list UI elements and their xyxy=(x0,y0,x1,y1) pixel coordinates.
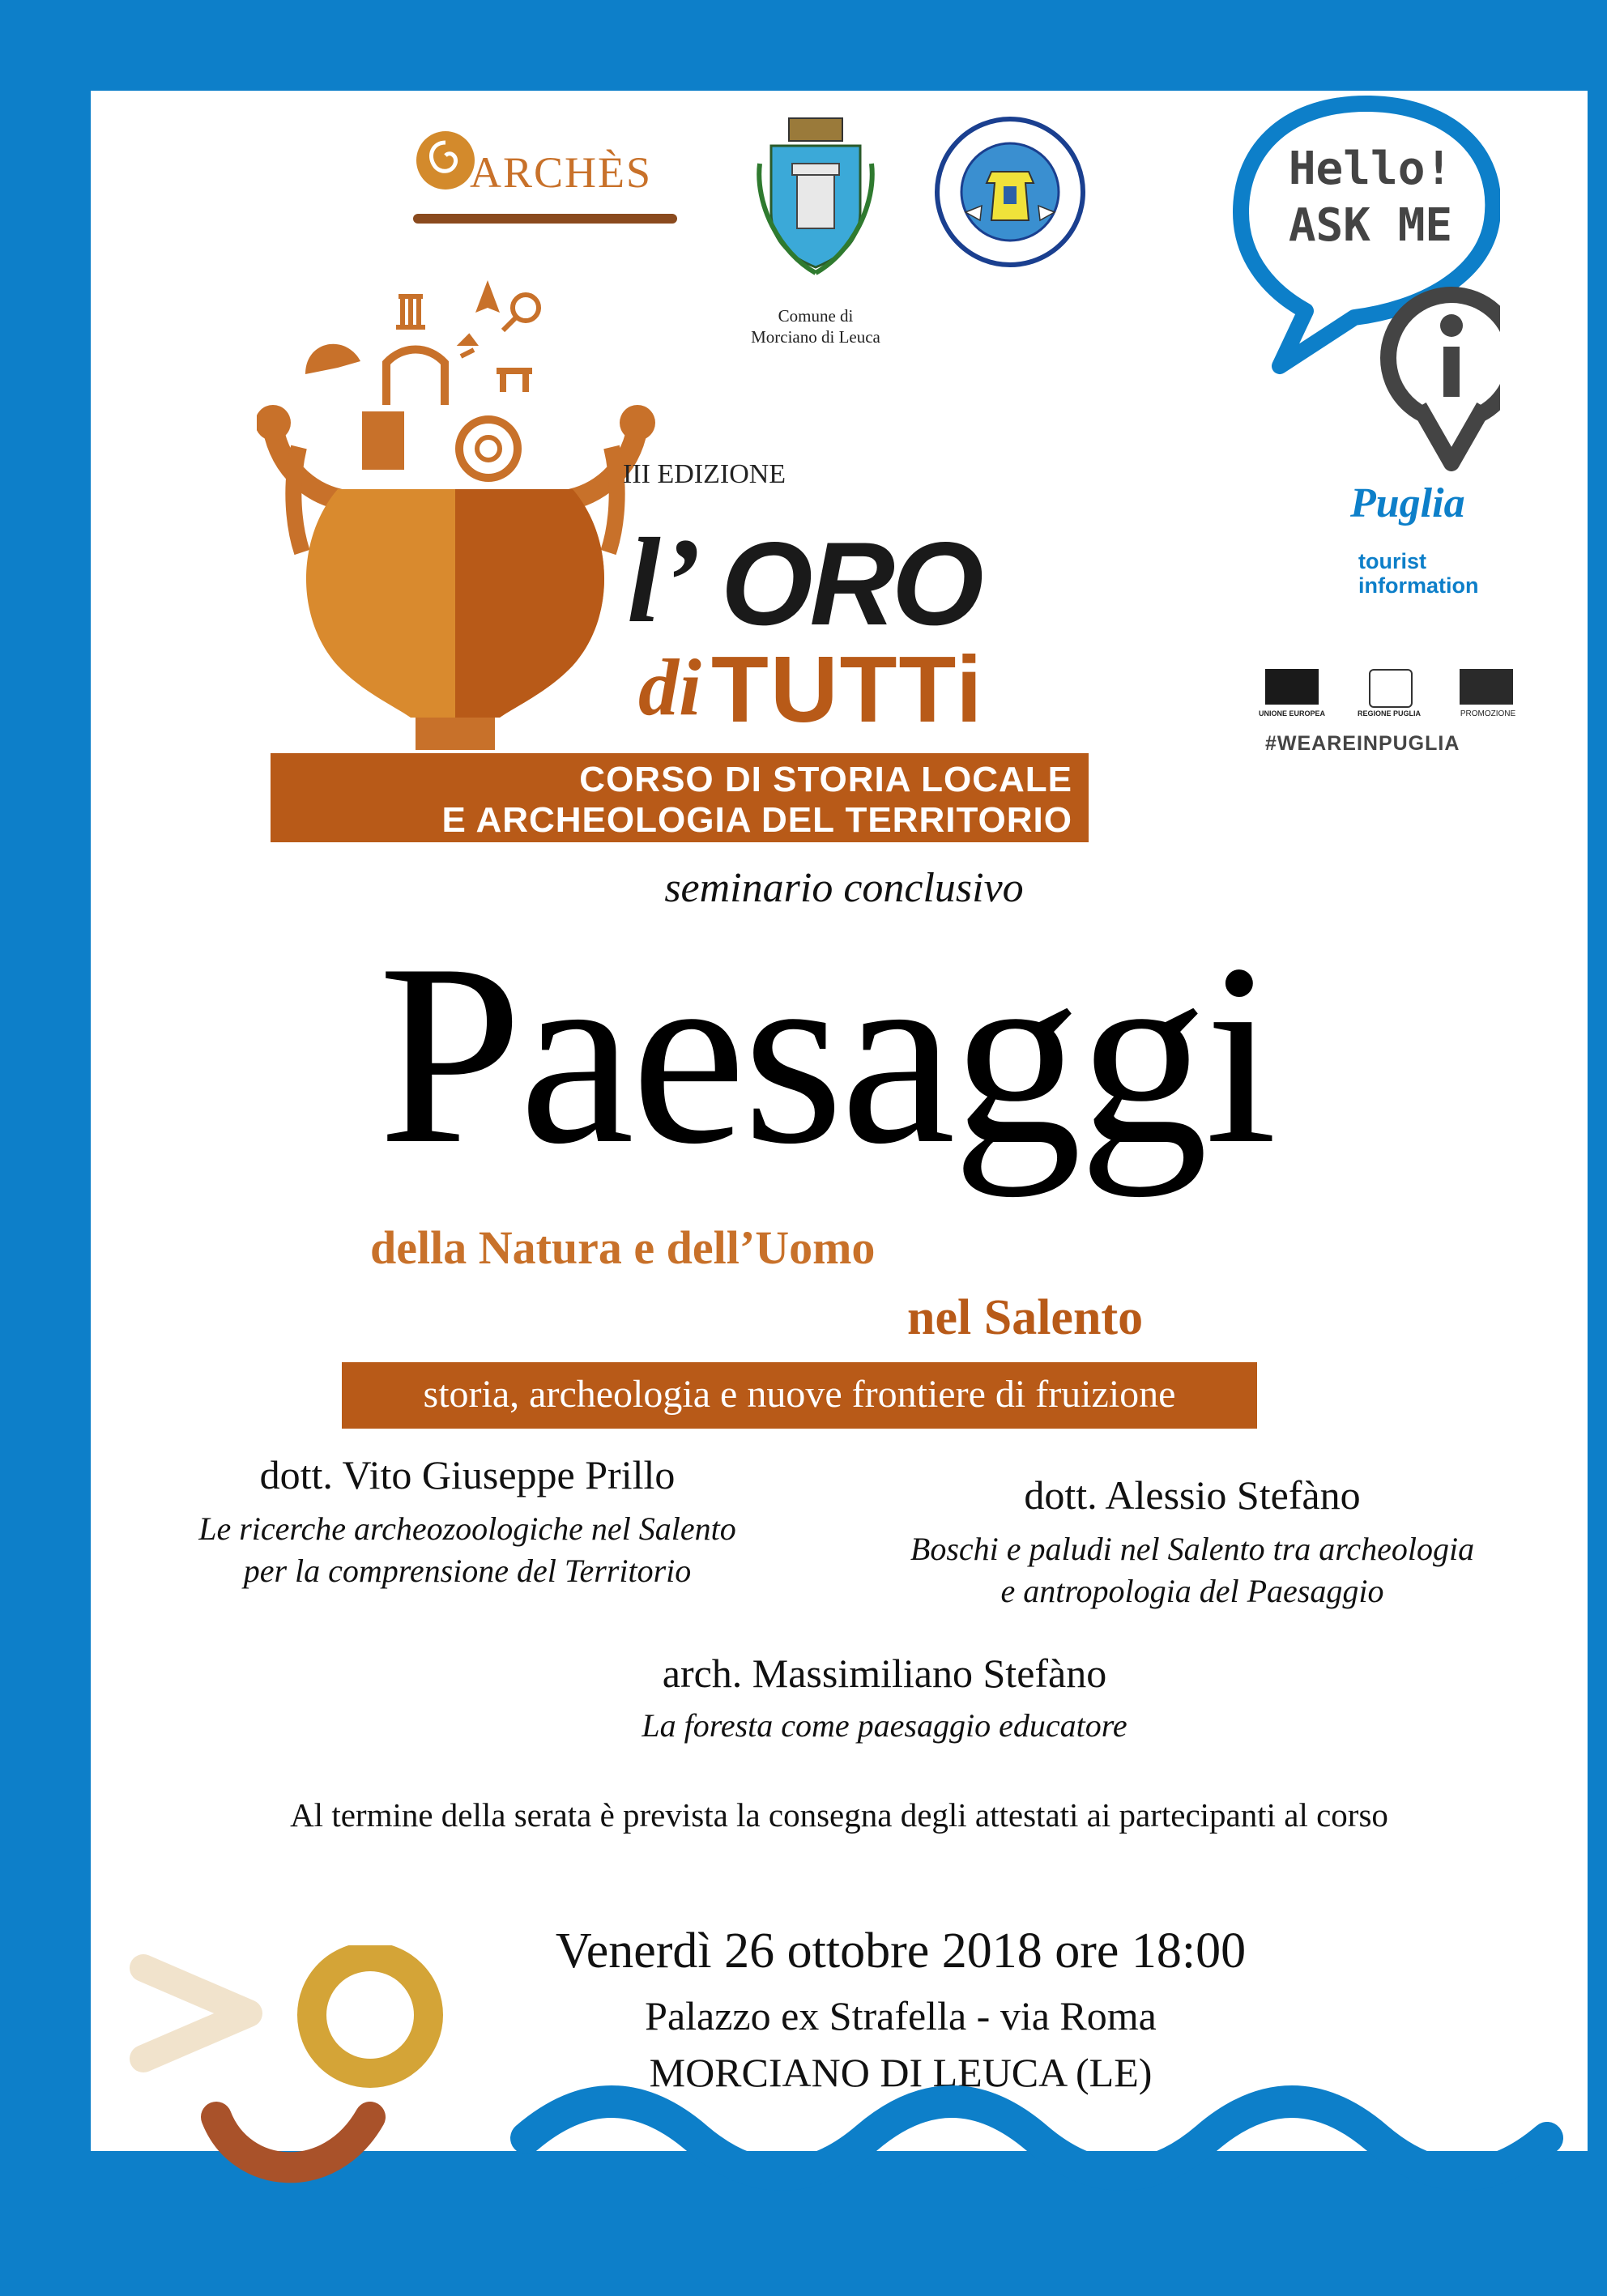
puglia-tourist-info xyxy=(1334,479,1520,625)
wave-decoration xyxy=(0,2041,1607,2251)
certificate-note: Al termine della serata è prevista la consegna degli attestati ai partecipanti al corso xyxy=(290,1796,1388,1834)
puglia-promozione-icon xyxy=(1460,669,1513,705)
speaker-3 xyxy=(415,1650,1354,1763)
course-title-tutti xyxy=(544,635,1127,740)
hashtag: #WEAREINPUGLIA xyxy=(1265,732,1460,755)
information-label: information xyxy=(1358,573,1479,598)
speaker-2-talk-line-1: Boschi e paludi nel Salento tra archeologia xyxy=(910,1531,1475,1567)
seminar-title: Paesaggi xyxy=(378,911,1274,1198)
speaker-1 xyxy=(91,1451,836,1613)
course-band-line-1: CORSO DI STORIA LOCALE xyxy=(579,760,1072,799)
comune-line-1: Comune di xyxy=(778,306,854,326)
promozione-label: PROMOZIONE xyxy=(1460,709,1516,718)
comune-shield-icon xyxy=(755,115,876,277)
event-city: MORCIANO DI LEUCA (LE) xyxy=(649,2050,1153,2095)
speaker-1-talk-line-2: per la comprensione del Territorio xyxy=(243,1553,692,1589)
arches-spiral-icon xyxy=(413,128,478,193)
course-title-oro xyxy=(627,513,1129,650)
speaker-3-name: arch. Massimiliano Stefàno xyxy=(662,1651,1107,1696)
bubble-line-2: ASK ME xyxy=(1288,199,1453,252)
poster-inner-panel xyxy=(91,91,1588,2151)
comune-line-2: Morciano di Leuca xyxy=(751,327,880,347)
puglia-brand: Puglia xyxy=(1350,480,1465,526)
eu-label: UNIONE EUROPEA xyxy=(1258,709,1325,718)
eu-flag-icon xyxy=(1265,669,1319,705)
speaker-2-name: dott. Alessio Stefàno xyxy=(1024,1472,1361,1518)
regione-crest-icon xyxy=(1369,669,1413,708)
proloco-tower-icon xyxy=(933,115,1087,269)
tourist-label: tourist xyxy=(1358,549,1426,573)
partner-logos xyxy=(1257,669,1565,758)
proloco-badge xyxy=(933,115,1087,269)
seminar-band xyxy=(342,1362,1257,1429)
speaker-2-talk-line-2: e antropologia del Paesaggio xyxy=(1000,1573,1384,1609)
arches-underline xyxy=(413,214,677,224)
arches-logo xyxy=(413,120,677,232)
seminar-subtitle: della Natura e dell’Uomo xyxy=(370,1221,876,1274)
edition-label: III EDIZIONE xyxy=(623,459,786,489)
comune-crest xyxy=(731,115,901,358)
speaker-1-talk-line-1: Le ricerche archeozoologiche nel Salento xyxy=(198,1510,736,1547)
title-apostrophe-l: l’ xyxy=(627,513,701,648)
bubble-line-1: Hello! xyxy=(1288,143,1453,195)
speaker-1-name: dott. Vito Giuseppe Prillo xyxy=(259,1452,676,1497)
ask-me-info-point xyxy=(1136,91,1500,544)
course-band xyxy=(271,753,1089,842)
seminar-label: seminario conclusivo xyxy=(664,865,1024,911)
course-band-line-2: E ARCHEOLOGIA DEL TERRITORIO xyxy=(441,800,1072,840)
title-oro: ORO xyxy=(721,518,981,650)
title-di: di xyxy=(638,642,701,732)
seminar-band-text: storia, archeologia e nuove frontiere di fruizione xyxy=(423,1373,1176,1416)
speaker-2 xyxy=(804,1472,1581,1634)
seminar-subtitle-2: nel Salento xyxy=(907,1290,1144,1345)
speaker-3-talk-line-1: La foresta come paesaggio educatore xyxy=(642,1707,1127,1744)
event-date: Venerdì 26 ottobre 2018 ore 18:00 xyxy=(555,1923,1247,1979)
regione-label: REGIONE PUGLIA xyxy=(1357,709,1421,718)
arches-wordmark: ARCHÈS xyxy=(470,148,653,197)
event-venue: Palazzo ex Strafella - via Roma xyxy=(645,1993,1157,2038)
title-tutti: TUTTi xyxy=(711,637,984,742)
